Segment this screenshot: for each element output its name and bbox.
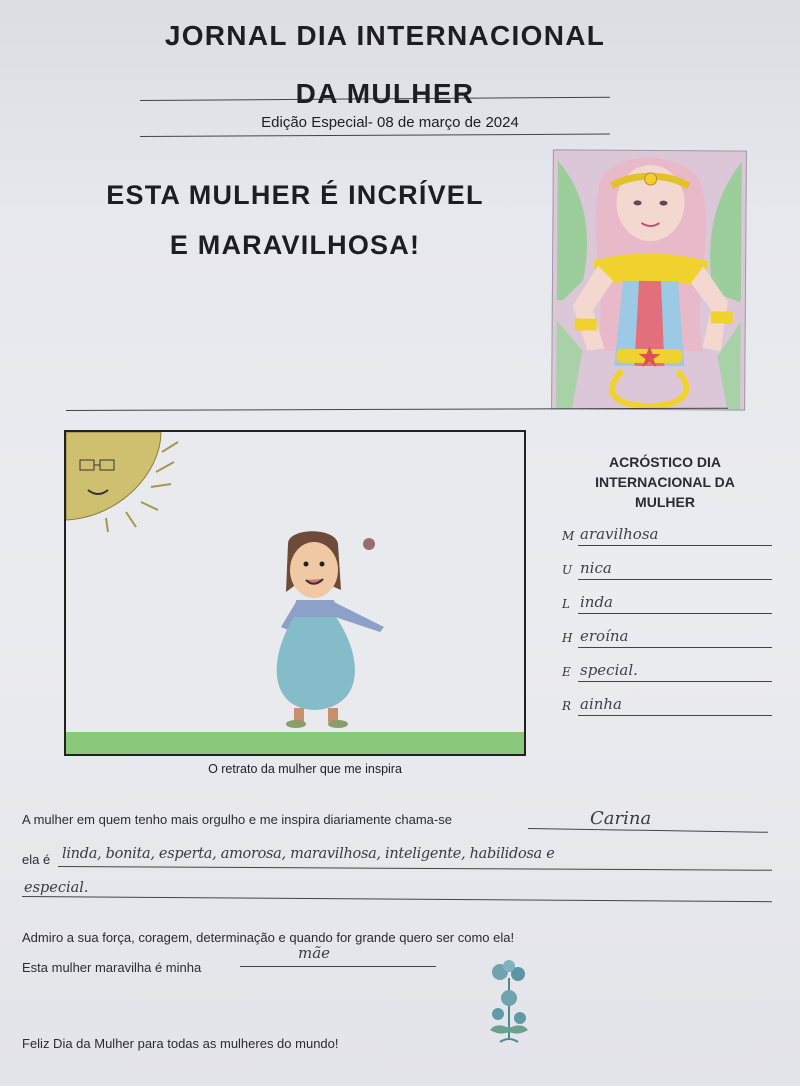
traits-value-line1[interactable]: linda, bonita, esperta, amorosa, maravilhosa, inteligente, habilidosa e xyxy=(62,846,555,862)
acrostic-line xyxy=(578,715,772,716)
edition-date: Edição Especial- 08 de março de 2024 xyxy=(261,114,519,131)
acrostic-line xyxy=(578,681,772,682)
heroine-illustration xyxy=(552,150,746,409)
edition-underline xyxy=(140,134,610,137)
acrostic-line xyxy=(578,647,772,648)
acrostic-word: inda xyxy=(580,593,614,611)
acrostic-row[interactable] xyxy=(562,624,772,648)
acrostic-title-line1: ACRÓSTICO DIA xyxy=(609,454,721,470)
admire-statement: Admiro a sua força, coragem, determinação e quando for grande quero ser como ela! xyxy=(22,930,515,945)
traits-line-1 xyxy=(58,866,772,871)
relation-field-value[interactable]: mãe xyxy=(298,944,331,962)
acrostic-line xyxy=(578,613,772,614)
acrostic-word: ainha xyxy=(580,695,623,713)
acrostic-row[interactable] xyxy=(562,556,772,580)
newspaper-title-line1: JORNAL DIA INTERNACIONAL xyxy=(164,20,606,51)
traits-value-line2[interactable]: especial. xyxy=(24,880,89,896)
acrostic-line xyxy=(578,579,772,580)
name-prompt: A mulher em quem tenho mais orgulho e me inspira diariamente chama-se xyxy=(22,812,452,827)
acrostic-letter: R xyxy=(562,699,572,713)
flower-illustration xyxy=(478,958,540,1048)
acrostic-letter: H xyxy=(562,631,573,645)
headline-line1: ESTA MULHER É INCRÍVEL xyxy=(106,180,484,210)
acrostic-word: nica xyxy=(580,559,612,577)
child-drawing xyxy=(66,432,524,754)
acrostic-word: special. xyxy=(580,661,638,679)
heroine-portrait-drawing xyxy=(551,149,747,410)
portrait-drawing-box xyxy=(64,430,526,756)
relation-prompt: Esta mulher maravilha é minha xyxy=(22,960,202,975)
acrostic-letter: E xyxy=(562,665,571,679)
acrostic-letter: M xyxy=(562,529,575,543)
drawing-caption: O retrato da mulher que me inspira xyxy=(208,762,402,776)
acrostic-row[interactable] xyxy=(562,658,772,682)
acrostic-title-line3: MULHER xyxy=(635,494,695,510)
acrostic-row[interactable] xyxy=(562,522,772,546)
headline-line2: E MARAVILHOSA! xyxy=(169,230,421,260)
relation-field-line xyxy=(240,966,436,967)
acrostic-row[interactable] xyxy=(562,692,772,716)
traits-prompt: ela é xyxy=(22,852,51,867)
acrostic-row[interactable] xyxy=(562,590,772,614)
acrostic-letter: U xyxy=(562,563,573,577)
closing-message: Feliz Dia da Mulher para todas as mulheres do mundo! xyxy=(22,1036,339,1051)
traits-line-2 xyxy=(22,896,772,902)
flower-stamp-icon xyxy=(478,958,540,1048)
acrostic-letter: L xyxy=(562,597,570,611)
acrostic-word: eroína xyxy=(580,627,629,645)
headline xyxy=(60,170,530,270)
acrostic-word: aravilhosa xyxy=(580,525,659,543)
acrostic-title xyxy=(560,452,770,512)
acrostic-line xyxy=(578,545,772,546)
name-field-value[interactable]: Carina xyxy=(590,808,652,829)
newspaper-title-line2: DA MULHER xyxy=(295,78,475,109)
acrostic-title-line2: INTERNACIONAL DA xyxy=(595,474,735,490)
